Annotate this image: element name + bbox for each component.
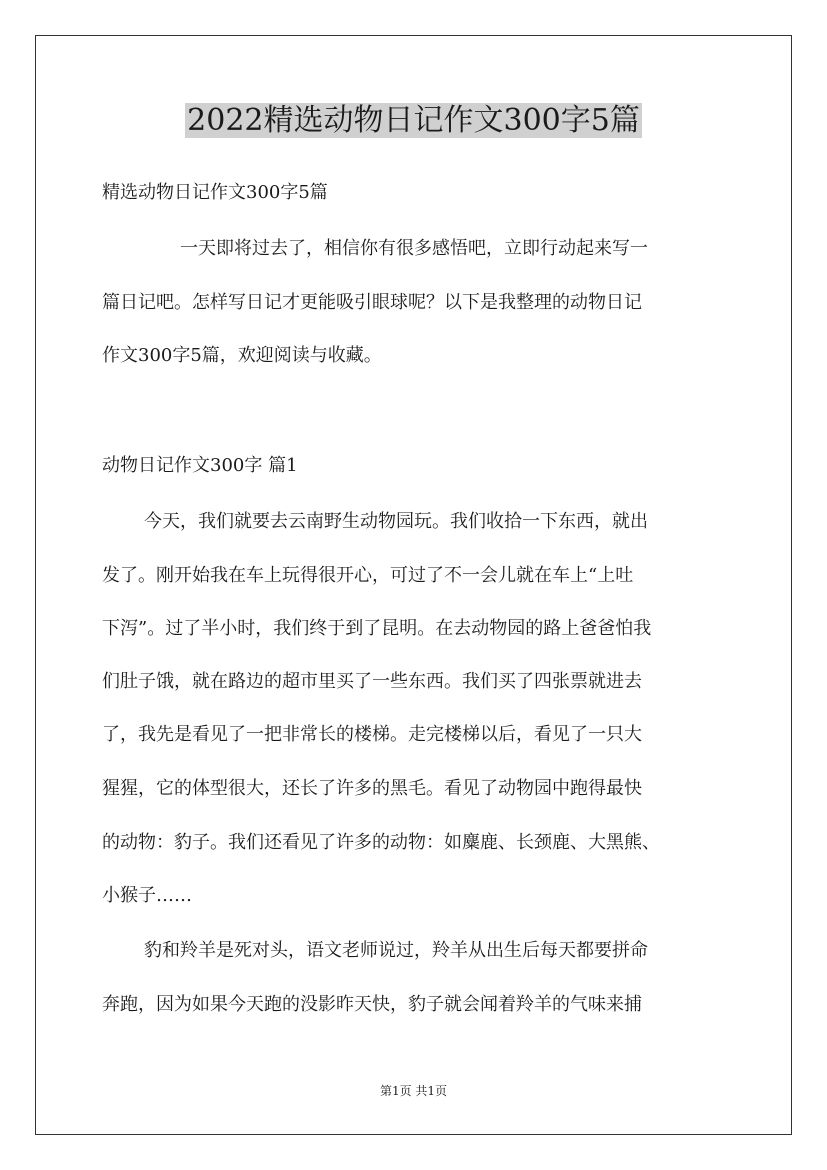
intro-line-2: 篇日记吧。怎样写日记才更能吸引眼球呢？以下是我整理的动物日记 bbox=[102, 292, 642, 313]
body-line-3: 下泻”。过了半小时，我们终于到了昆明。在去动物园的路上爸爸怕我 bbox=[102, 618, 652, 639]
body-line-5: 了，我先是看见了一把非常长的楼梯。走完楼梯以后，看见了一只大 bbox=[102, 724, 642, 745]
body-line-7: 的动物：豹子。我们还看见了许多的动物：如麋鹿、长颈鹿、大黑熊、 bbox=[102, 832, 660, 853]
document-subtitle: 精选动物日记作文300字5篇 bbox=[102, 182, 328, 203]
section-heading: 动物日记作文300字 篇1 bbox=[102, 455, 298, 476]
body-line-9: 豹和羚羊是死对头，语文老师说过，羚羊从出生后每天都要拼命 bbox=[144, 940, 648, 961]
intro-line-3: 作文300字5篇，欢迎阅读与收藏。 bbox=[102, 345, 382, 366]
page-footer: 第1页 共1页 bbox=[379, 1084, 448, 1098]
document-title bbox=[0, 98, 827, 144]
intro-line-1: 一天即将过去了，相信你有很多感悟吧，立即行动起来写一 bbox=[180, 238, 648, 259]
body-line-4: 们肚子饿，就在路边的超市里买了一些东西。我们买了四张票就进去 bbox=[102, 671, 642, 692]
document-title-text: 2022精选动物日记作文300字5篇 bbox=[187, 103, 640, 138]
body-line-8: 小猴子…… bbox=[102, 885, 192, 906]
body-line-1: 今天，我们就要去云南野生动物园玩。我们收拾一下东西，就出 bbox=[144, 511, 648, 532]
body-line-6: 猩猩，它的体型很大，还长了许多的黑毛。看见了动物园中跑得最快 bbox=[102, 778, 642, 799]
body-line-10: 奔跑，因为如果今天跑的没影昨天快，豹子就会闻着羚羊的气味来捕 bbox=[102, 994, 642, 1015]
body-line-2: 发了。刚开始我在车上玩得很开心，可过了不一会儿就在车上“上吐 bbox=[102, 565, 634, 586]
